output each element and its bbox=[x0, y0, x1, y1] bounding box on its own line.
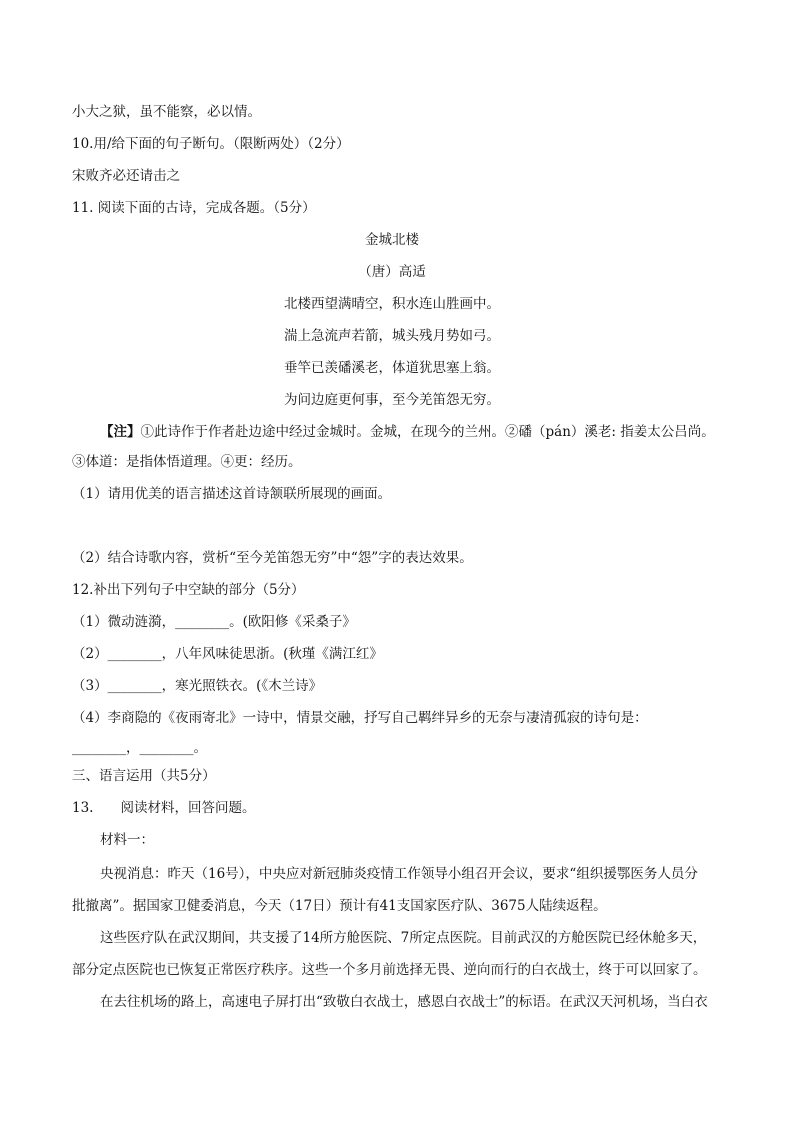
note-label: 【注】 bbox=[100, 424, 141, 440]
question-11-2: （2）结合诗歌内容，赏析“至今羌笛怨无穷”中“怨”字的表达效果。 bbox=[72, 550, 473, 566]
text-line: 小大之狱，虽不能察，必以情。 bbox=[72, 104, 261, 120]
poem-line: 湍上急流声若箭，城头残月势如弓。 bbox=[284, 328, 500, 344]
poem-line: 垂竿已羡磻溪老，体道犹思塞上翁。 bbox=[284, 360, 500, 376]
paragraph-line: 批撤离”。据国家卫健委消息，今天（17日）预计有41支国家医疗队、3675人陆续返程。 bbox=[72, 898, 607, 914]
text-line: 宋败齐必还请击之 bbox=[72, 168, 180, 184]
question-12-2: （2）________，八年风味徒思浙。(秋瑾《满江红》 bbox=[72, 646, 383, 662]
material-label: 材料一： bbox=[100, 832, 154, 848]
note-text: ①此诗作于作者赴边途中经过金城时。金城，在现今的兰州。②磻（pán）溪老: 指姜太公吕尚。 bbox=[140, 424, 715, 440]
section-heading: 三、语言运用（共5分） bbox=[72, 768, 216, 784]
question-12: 12.补出下列句子中空缺的部分（5分） bbox=[72, 582, 305, 598]
question-12-4: （4）李商隐的《夜雨寄北》一诗中，情景交融，抒写自己羁绊异乡的无奈与凄清孤寂的诗句是： bbox=[72, 710, 648, 726]
question-11: 11. 阅读下面的古诗，完成各题。（5分） bbox=[72, 200, 316, 216]
paragraph-line: 部分定点医院也已恢复正常医疗秩序。这些一个多月前选择无畏、逆向而行的白衣战士，终于可以回家了。 bbox=[72, 962, 707, 978]
question-11-1: （1）请用优美的语言描述这首诗颔联所展现的画面。 bbox=[72, 486, 392, 502]
poem-note: ③体道：是指体悟道理。④更：经历。 bbox=[72, 454, 302, 470]
paragraph-line: 央视消息：昨天（16号），中央应对新冠肺炎疫情工作领导小组召开会议，要求“组织援鄂医务人员分 bbox=[100, 866, 698, 882]
question-13: 13. 阅读材料，回答问题。 bbox=[72, 800, 256, 816]
poem-note bbox=[100, 422, 715, 442]
poem-author: （唐）高适 bbox=[358, 264, 426, 280]
question-12-3: （3）________，寒光照铁衣。(《木兰诗》 bbox=[72, 678, 323, 694]
question-12-1: （1）微动涟漪，________。(欧阳修《采桑子》 bbox=[72, 614, 356, 630]
poem-title: 金城北楼 bbox=[365, 232, 419, 248]
paragraph-line: 这些医疗队在武汉期间，共支援了14所方舱医院、7所定点医院。目前武汉的方舱医院已经休舱多天， bbox=[100, 930, 707, 946]
poem-line: 为问边庭更何事，至今羌笛怨无穷。 bbox=[284, 392, 500, 408]
question-10: 10.用/给下面的句子断句。（限断两处）（2分） bbox=[72, 136, 350, 152]
paragraph-line: 在去往机场的路上，高速电子屏打出“致敬白衣战士，感恩白衣战士”的标语。在武汉天河机场，当白衣 bbox=[100, 994, 708, 1010]
poem-line: 北楼西望满晴空，积水连山胜画中。 bbox=[284, 296, 500, 312]
question-12-4-blank: ________，________。 bbox=[72, 740, 207, 756]
